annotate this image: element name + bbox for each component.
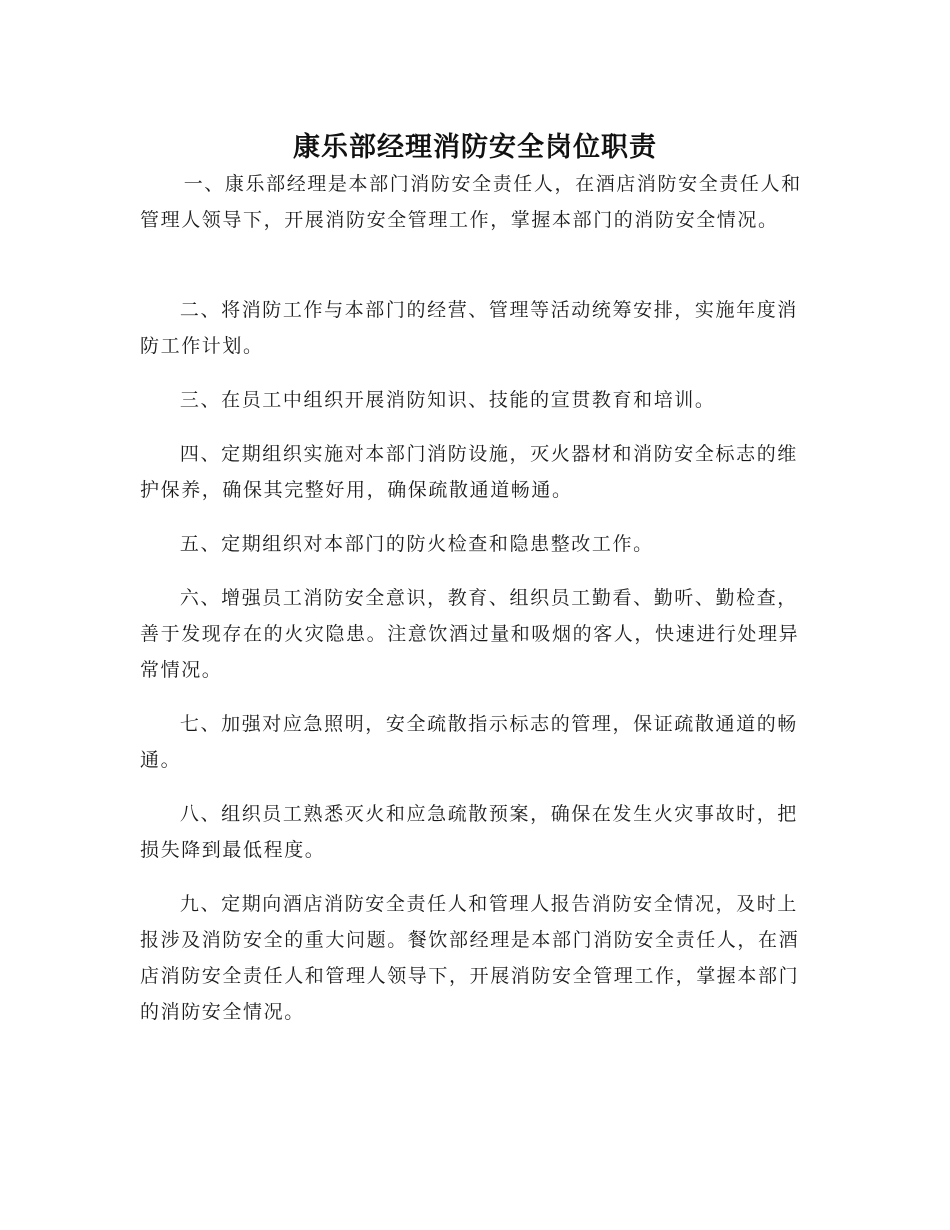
paragraph-9: 九、定期向酒店消防安全责任人和管理人报告消防安全情况，及时上报涉及消防安全的重大问题。餐饮部经理是本部门消防安全责任人，在酒店消防安全责任人和管理人领导下，开展消防安全管理工作，掌握本部门的消防安全情况。 — [140, 893, 800, 1023]
paragraph-3: 三、在员工中组织开展消防知识、技能的宣贯教育和培训。 — [179, 389, 716, 411]
paragraph-6: 六、增强员工消防安全意识，教育、组织员工勤看、勤听、勤检查，善于发现存在的火灾隐患。注意饮酒过量和吸烟的客人，快速进行处理异常情况。 — [140, 587, 800, 681]
paragraph-1: 一、康乐部经理是本部门消防安全责任人，在酒店消防安全责任人和管理人领导下，开展消防安全管理工作，掌握本部门的消防安全情况。 — [140, 173, 802, 231]
paragraph-2: 二、将消防工作与本部门的经营、管理等活动统筹安排，实施年度消防工作计划。 — [140, 299, 798, 357]
paragraph-8: 八、组织员工熟悉灭火和应急疏散预案，确保在发生火灾事故时，把损失降到最低程度。 — [140, 803, 798, 861]
paragraph-7: 七、加强对应急照明，安全疏散指示标志的管理，保证疏散通道的畅通。 — [140, 713, 798, 771]
document-title: 康乐部经理消防安全岗位职责 — [293, 132, 657, 164]
paragraph-4: 四、定期组织实施对本部门消防设施，灭火器材和消防安全标志的维护保养，确保其完整好用，确保疏散通道畅通。 — [140, 443, 798, 501]
paragraph-5: 五、定期组织对本部门的防火检查和隐患整改工作。 — [179, 533, 654, 555]
